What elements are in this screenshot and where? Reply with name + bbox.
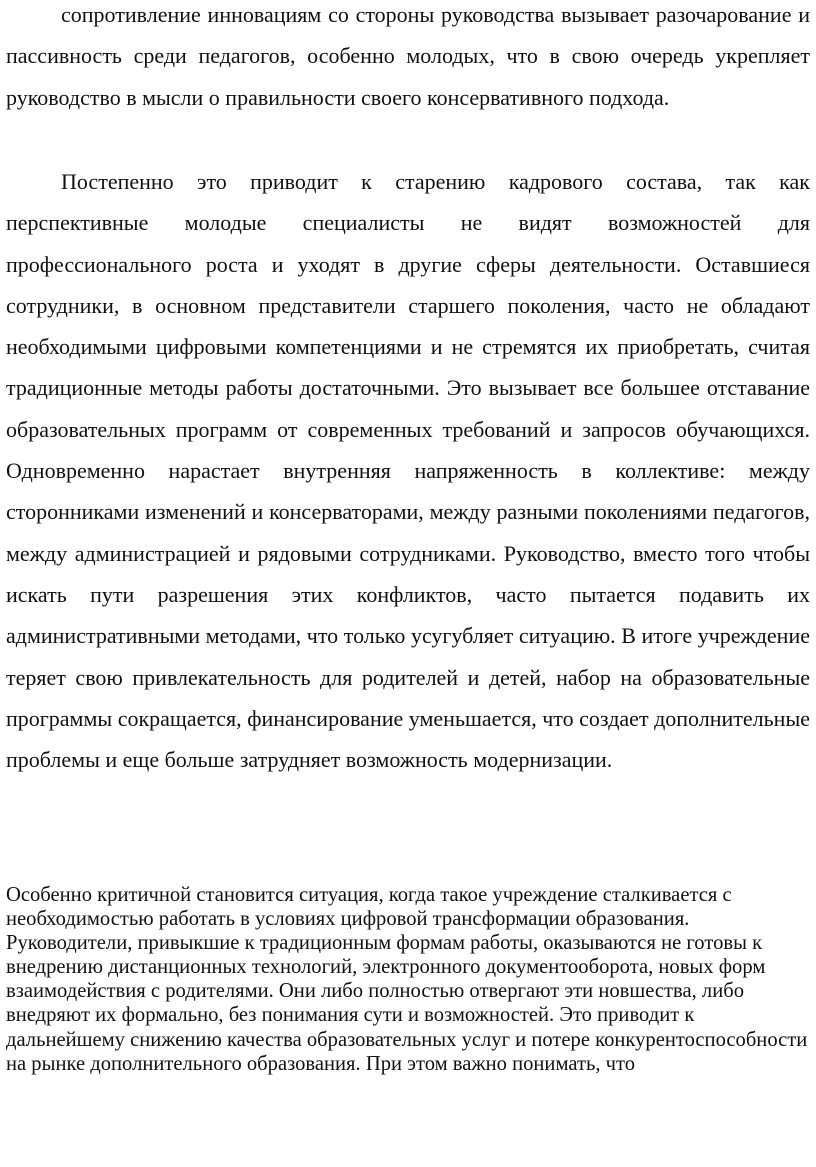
- paragraph-3: Особенно критичной становится ситуация, когда такое учреждение сталкивается с необходимостью работать в условиях цифровой трансформации образования. Руководители, привыкшие к традиционным формам работы, оказываются не готовы к внедрению дистанционных технологий, электронного документооборота, новых форм взаимодействия с родителями. Они либо полностью отвергают эти новшества, либо внедряют их формально, без понимания сути и возможностей. Это приводит к дальнейшему снижению качества образовательных услуг и потере конкурентоспособности на рынке дополнительного образования. При этом важно понимать, что: [6, 884, 808, 1075]
- paragraph-1: [6, 0, 810, 118]
- paragraph-1-text: сопротивление инновациям со стороны руководства вызывает разочарование и пассивность среди педагогов, особенно молодых, что в свою очередь укрепляет руководство в мысли о правильности своего консервативного подхода.: [6, 2, 810, 110]
- paragraph-2: Постепенно это приводит к старению кадрового состава, так как перспективные молодые специалисты не видят возможностей для профессионального роста и уходят в другие сферы деятельности. Оставшиеся сотрудники, в основном представители старшего поколения, часто не обладают необходимыми цифровыми компетенциями и не стремятся их приобретать, считая традиционные методы работы достаточными. Это вызывает все большее отставание образовательных программ от современных требований и запросов обучающихся. Одновременно нарастает внутренняя напряженность в коллективе: между сторонниками изменений и консерваторами, между разными поколениями педагогов, между администрацией и рядовыми сотрудниками. Руководство, вместо того чтобы искать пути разрешения этих конфликтов, часто пытается подавить их административными методами, что только усугубляет ситуацию. В итоге учреждение теряет свою привлекательность для родителей и детей, набор на образовательные программы сокращается, финансирование уменьшается, что создает дополнительные проблемы и еще больше затрудняет возможность модернизации.: [6, 169, 810, 773]
